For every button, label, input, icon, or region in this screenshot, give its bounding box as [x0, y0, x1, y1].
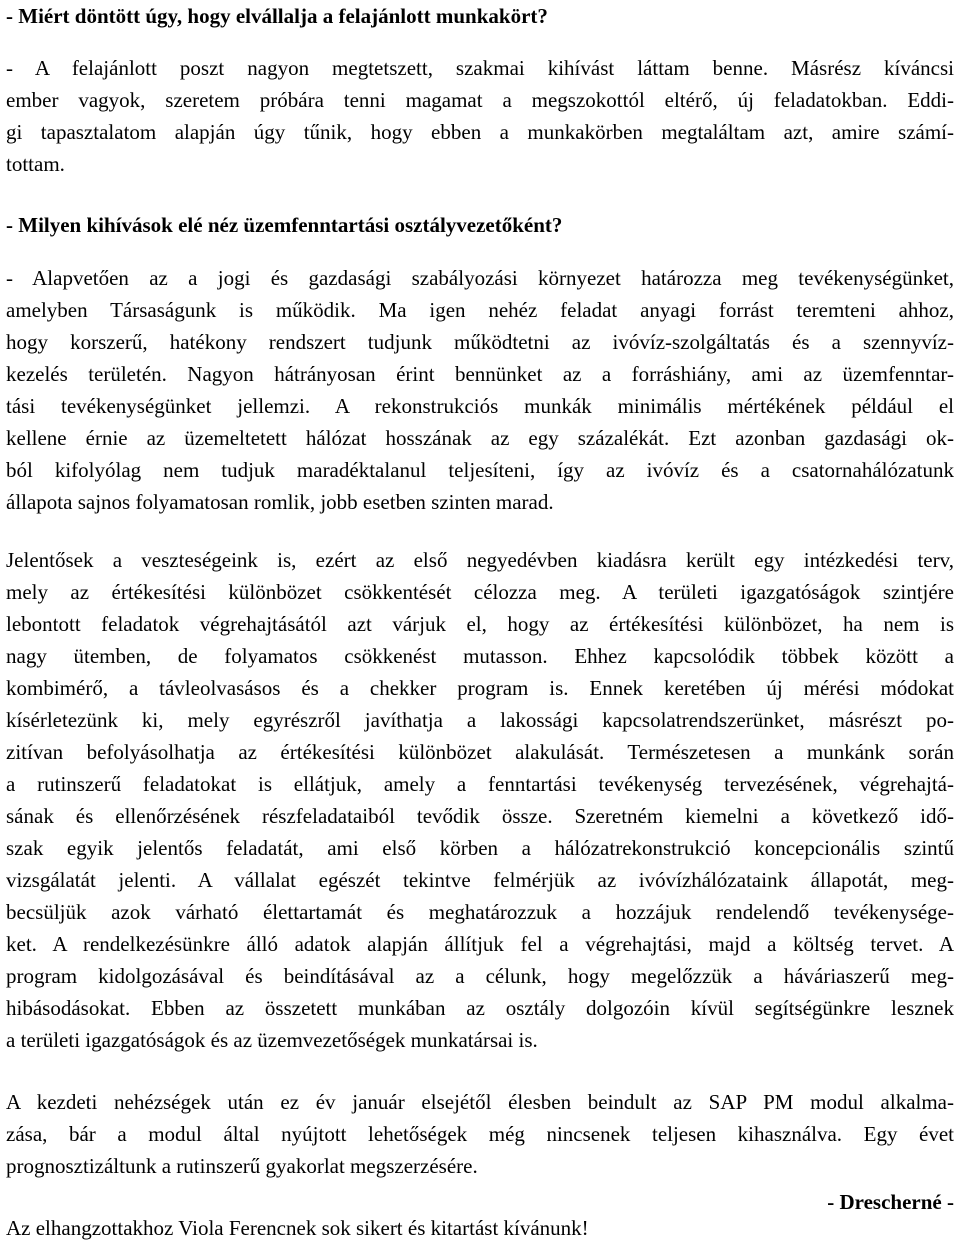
- text-line: Jelentősek a veszteségeink is, ezért az első negyedévben kiadásra került egy intézkedési terv,: [6, 548, 954, 572]
- answer-2: [6, 262, 954, 518]
- text-line: kellene érnie az üzemeltetett hálózat hosszának az egy százalékát. Ezt azonban gazdasági ok-: [6, 426, 954, 450]
- paragraph-5: [6, 1212, 954, 1244]
- author-signature: - Drescherné -: [827, 1190, 954, 1214]
- text-line: állapota sajnos folyamatosan romlik, jobb esetben szinten marad.: [6, 490, 554, 514]
- text-line: hogy korszerű, hatékony rendszert tudjunk működtetni az ivóvíz-szolgáltatás és a szennyvíz-: [6, 330, 954, 354]
- question-1: [6, 0, 954, 32]
- text-line: zitívan befolyásolhatja az értékesítési különbözet alakulását. Természetesen a munkánk során: [6, 740, 954, 764]
- text-line: tottam.: [6, 152, 65, 176]
- text-line: ból kifolyólag nem tudjuk maradéktalanul teljesíteni, így az ivóvíz és a csatornahálózatunk: [6, 458, 954, 482]
- text-line: nagy ütemben, de folyamatos csökkenést mutasson. Ehhez kapcsolódik többek között a: [6, 644, 954, 668]
- question-line: - Miért döntött úgy, hogy elvállalja a felajánlott munkakört?: [6, 4, 548, 28]
- paragraph-3: [6, 544, 954, 1056]
- question-2: [6, 209, 954, 241]
- question-line: - Milyen kihívások elé néz üzemfenntartási osztályvezetőként?: [6, 213, 563, 237]
- text-line: ember vagyok, szeretem próbára tenni magamat a megszokottól eltérő, új feladatokban. Eddi-: [6, 88, 954, 112]
- text-line: tási tevékenységünket jellemzi. A rekonstrukciós munkák minimális mértékének például el: [6, 394, 954, 418]
- text-line: lebontott feladatok végrehajtásától azt várjuk el, hogy az értékesítési különbözet, ha nem is: [6, 612, 954, 636]
- text-line: Az elhangzottakhoz Viola Ferencnek sok sikert és kitartást kívánunk!: [6, 1216, 589, 1240]
- text-line: prognosztizáltunk a rutinszerű gyakorlat megszerzésére.: [6, 1154, 478, 1178]
- text-line: gi tapasztalatom alapján úgy tűnik, hogy ebben a munkakörben megtaláltam azt, amire számí-: [6, 120, 954, 144]
- text-line: vizsgálatát jelenti. A vállalat egészét tekintve felmérjük az ivóvízhálózataink állapotát, meg-: [6, 868, 954, 892]
- text-line: zása, bár a modul által nyújtott lehetőségek még nincsenek teljesen kihasználva. Egy évet: [6, 1122, 954, 1146]
- text-line: a rutinszerű feladatokat is ellátjuk, amely a fenntartási tevékenység tervezésének, végrehajtá-: [6, 772, 954, 796]
- text-line: - A felajánlott poszt nagyon megtetszett, szakmai kihívást láttam benne. Másrész kíváncsi: [6, 56, 954, 80]
- paragraph-4: [6, 1086, 954, 1182]
- text-line: kezelés területén. Nagyon hátrányosan érint bennünket az a forráshiány, ami az üzemfenntar-: [6, 362, 954, 386]
- text-line: becsüljük azok várható élettartamát és meghatározzuk a hozzájuk rendelendő tevékenysége-: [6, 900, 954, 924]
- text-line: kombimérő, a távleolvasásos és a chekker program is. Ennek keretében új mérési módokat: [6, 676, 954, 700]
- text-line: - Alapvetően az a jogi és gazdasági szabályozási környezet határozza meg tevékenységünket,: [6, 266, 954, 290]
- text-line: ket. A rendelkezésünkre álló adatok alapján állítjuk fel a végrehajtási, majd a költség tervet. A: [6, 932, 954, 956]
- text-line: hibásodásokat. Ebben az összetett munkában az osztály dolgozóin kívül segítségünkre lesznek: [6, 996, 954, 1020]
- text-line: program kidolgozásával és beindításával az a célunk, hogy megelőzzük a háváriaszerű meg-: [6, 964, 954, 988]
- text-line: sának és ellenőrzésének részfeladataiból tevődik össze. Szeretném kiemelni a következő idő-: [6, 804, 954, 828]
- answer-1: [6, 52, 954, 180]
- text-line: a területi igazgatóságok és az üzemvezetőségek munkatársai is.: [6, 1028, 538, 1052]
- text-line: szak egyik jelentős feladatát, ami első körben a hálózatrekonstrukció koncepcionális szintű: [6, 836, 954, 860]
- text-line: amelyben Társaságunk is működik. Ma igen nehéz feladat anyagi forrást teremteni ahhoz,: [6, 298, 954, 322]
- text-line: kísérletezünk ki, mely egyrészről javíthatja a lakossági kapcsolatrendszerünket, másrészt po-: [6, 708, 954, 732]
- text-line: A kezdeti nehézségek után ez év január elsejétől élesben beindult az SAP PM modul alkalma-: [6, 1090, 954, 1114]
- text-line: mely az értékesítési különbözet csökkentését célozza meg. A területi igazgatóságok szintjére: [6, 580, 954, 604]
